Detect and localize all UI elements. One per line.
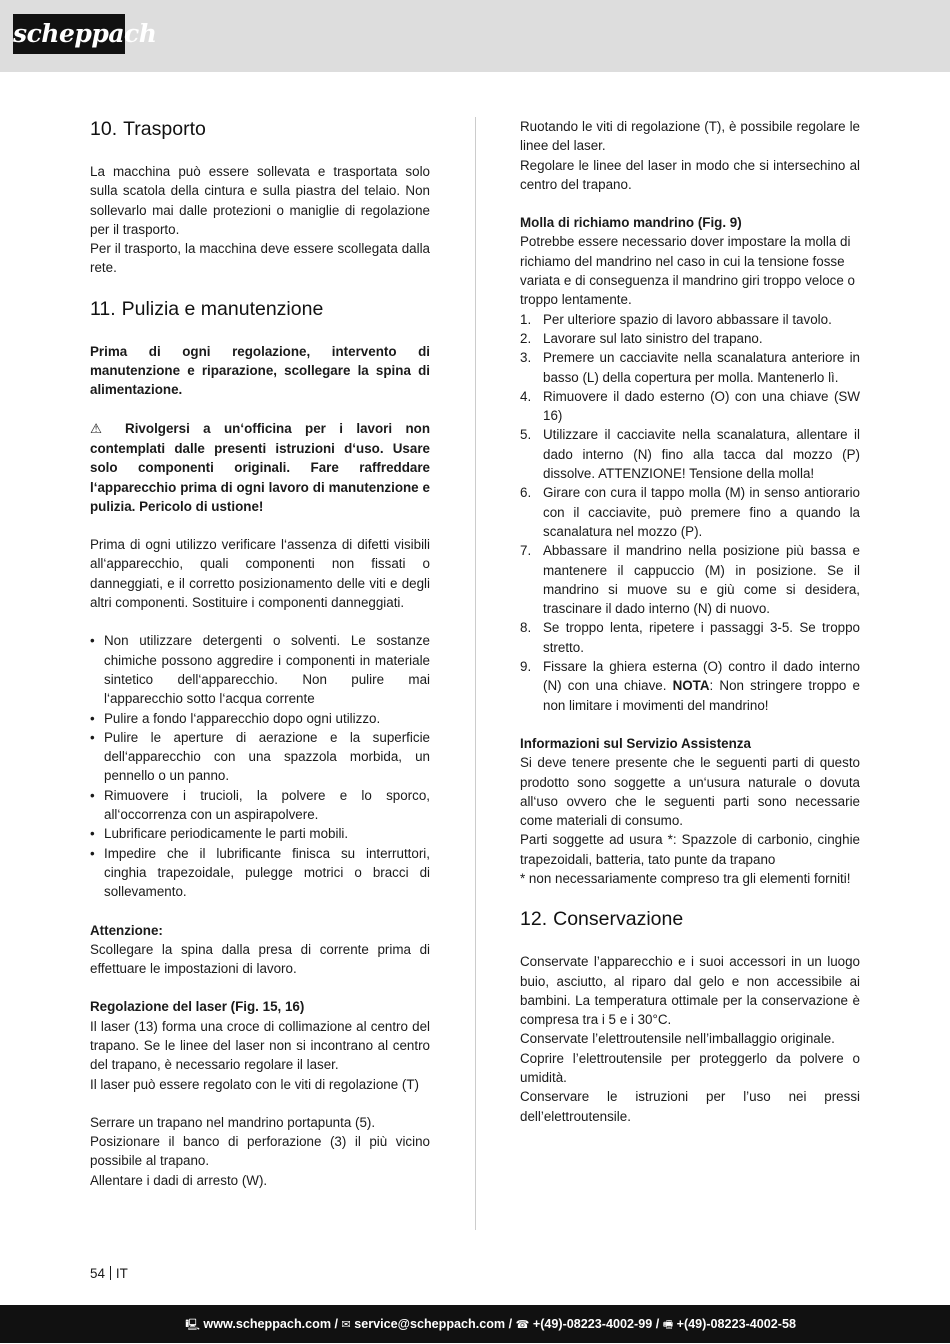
paragraph: La macchina può essere sollevata e trasportata solo sulla scatola della cintura e sulla piastra del telaio. Non sollevarlo mai dalle protezioni o maniglie di regolazione per il trasporto. bbox=[90, 164, 430, 237]
page-number-separator bbox=[110, 1266, 111, 1280]
step-number: 1. bbox=[520, 311, 532, 327]
list-item: • Non utilizzare detergenti o solventi. Le sostanze chimiche possono aggredire i componenti in materiale sintetico dell‘apparecchio. Non pulire mai l‘apparecchio sotto l‘acqua corrente bbox=[90, 631, 430, 708]
page-number bbox=[90, 1264, 128, 1283]
section-10-heading bbox=[90, 117, 430, 141]
list-item bbox=[520, 483, 860, 541]
list-item bbox=[520, 657, 860, 715]
phone-number: +(49)-08223-4002-99 / bbox=[529, 1317, 663, 1331]
step-text: Utilizzare il cacciavite nella scanalatura, allentare il dado interno (N) fino alla tacca dal mozzo (P) dissolve. ATTENZIONE! Tensione della molla! bbox=[543, 427, 860, 482]
note-label: NOTA bbox=[672, 678, 710, 694]
fax-number: +(49)-08223-4002-58 bbox=[673, 1317, 796, 1331]
email-link[interactable]: service@scheppach.com / bbox=[350, 1317, 516, 1331]
section-12-heading bbox=[520, 907, 860, 931]
list-item bbox=[520, 348, 860, 387]
list-item: • Pulire a fondo l‘apparecchio dopo ogni utilizzo. bbox=[90, 709, 430, 728]
left-column bbox=[90, 117, 430, 1190]
step-number: 4. bbox=[520, 388, 532, 404]
section-title: Pulizia e manutenzione bbox=[121, 297, 324, 320]
step-number: 7. bbox=[520, 543, 532, 559]
step-text: Per ulteriore spazio di lavoro abbassare il tavolo. bbox=[543, 311, 832, 327]
spring-steps-list bbox=[520, 310, 860, 715]
step-text: Girare con cura il tappo molla (M) in senso antiorario con il cacciavite, può premere fino a quando la scanalatura nel mozzo (P). bbox=[543, 485, 860, 539]
section-11-heading bbox=[90, 297, 430, 321]
list-item bbox=[520, 329, 860, 348]
service-heading: Informazioni sul Servizio Assistenza bbox=[520, 735, 751, 751]
paragraph: Coprire l’elettroutensile per proteggerlo da polvere o umidità. bbox=[520, 1050, 860, 1086]
list-item bbox=[520, 310, 860, 329]
step-text: Lavorare sul lato sinistro del trapano. bbox=[543, 330, 763, 346]
fax-icon: 🖷 bbox=[662, 1318, 674, 1331]
paragraph: Ruotando le viti di regolazione (T), è possibile regolare le linee del laser. bbox=[520, 119, 860, 154]
section-title: Conservazione bbox=[553, 908, 684, 931]
step-number: 6. bbox=[520, 485, 532, 501]
paragraph: Conservate l’apparecchio e i suoi accessori in un luogo buio, asciutto, al riparo dal gelo e non accessibile ai bambini. La temperatura ottimale per la conservazione è compresa tra i 5 e i 30°C. bbox=[520, 954, 860, 1028]
paragraph: Il laser può essere regolato con le viti di regolazione (T) bbox=[90, 1076, 419, 1092]
paragraph: Per il trasporto, la macchina deve essere scollegata dalla rete. bbox=[90, 241, 430, 276]
right-column bbox=[520, 117, 860, 1126]
step-number: 9. bbox=[520, 659, 532, 675]
list-item bbox=[520, 425, 860, 483]
step-number: 5. bbox=[520, 427, 532, 443]
paragraph: Parti soggette ad usura *: Spazzole di carbonio, cinghie trapezoidali, batteria, tato punte da trapano bbox=[520, 832, 860, 867]
step-text: Rimuovere il dado esterno (O) con una chiave (SW 16) bbox=[543, 388, 860, 424]
laser-heading: Regolazione del laser (Fig. 15, 16) bbox=[90, 999, 305, 1015]
paragraph: Posizionare il banco di perforazione (3) il più vicino possibile al trapano. bbox=[90, 1134, 430, 1169]
warning-icon: ⚠ bbox=[90, 421, 112, 437]
section-title: Trasporto bbox=[123, 118, 206, 140]
section-number: 10. bbox=[90, 118, 118, 140]
paragraph: Si deve tenere presente che le seguenti parti di questo prodotto sono soggette a un‘usura naturale o dovuta all‘uso ovvero che le seguenti parti sono necessarie come materiali di consumo. bbox=[520, 755, 860, 829]
page-number-value: 54 bbox=[90, 1266, 105, 1281]
step-number: 2. bbox=[520, 330, 532, 346]
paragraph: Conservare le istruzioni per l’uso nei pressi dell’elettroutensile. bbox=[520, 1089, 860, 1124]
step-number: 3. bbox=[520, 350, 532, 366]
paragraph: Potrebbe essere necessario dover impostare la molla di richiamo del mandrino nel caso in cui la tensione fosse variata e di conseguenza il mandrino giri troppo veloce o troppo lentamente. bbox=[520, 234, 855, 308]
paragraph: Prima di ogni utilizzo verificare l‘assenza di difetti visibili all‘apparecchio, quali componenti non fissati o danneggiati, e il corretto posizionamento delle viti e degli altri componenti. Sostituire i componenti danneggiati. bbox=[90, 537, 430, 611]
list-item: • Impedire che il lubrificante finisca su interruttori, cinghia trapezoidale, pulegge motrici o bracci di sollevamento. bbox=[90, 844, 430, 902]
language-code: IT bbox=[115, 1266, 128, 1281]
paragraph: Allentare i dadi di arresto (W). bbox=[90, 1172, 268, 1188]
contact-line bbox=[185, 1305, 796, 1344]
paragraph: * non necessariamente compreso tra gli elementi forniti! bbox=[520, 870, 851, 886]
section-number: 11. bbox=[90, 297, 116, 320]
website-link[interactable]: www.scheppach.com / bbox=[199, 1317, 342, 1331]
paragraph: Serrare un trapano nel mandrino portapunta (5). bbox=[90, 1114, 376, 1130]
list-item: • Pulire le aperture di aerazione e la superficie dell‘apparecchio con una spazzola morbida, un pennello o un panno. bbox=[90, 728, 430, 786]
step-text: Fissare la ghiera esterna (O) contro il dado interno (N) con una chiave. bbox=[543, 659, 860, 694]
page-header bbox=[0, 0, 950, 72]
warning-notice bbox=[90, 419, 430, 516]
step-text: Se troppo lenta, ripetere i passaggi 3-5. Se troppo stretto. bbox=[543, 620, 860, 655]
maintenance-list bbox=[90, 631, 430, 901]
list-item bbox=[520, 541, 860, 618]
computer-icon: 🖳 bbox=[185, 1318, 200, 1331]
step-number: 8. bbox=[520, 620, 532, 636]
phone-icon: ☎ bbox=[515, 1318, 530, 1331]
warning-text: Rivolgersi a un‘officina per i lavori non contemplati dalle presenti istruzioni d‘uso. Usare solo componenti originali. Fare raffreddare l‘apparecchio prima di ogni lavoro di manutenzione e pulizia. Pericolo di ustione! bbox=[90, 420, 430, 514]
paragraph: Regolare le linee del laser in modo che si intersechino al centro del trapano. bbox=[520, 157, 860, 192]
spring-heading: Molla di richiamo mandrino (Fig. 9) bbox=[520, 215, 742, 231]
column-divider bbox=[475, 117, 476, 1230]
section-number: 12. bbox=[520, 908, 548, 931]
paragraph: Conservate l’elettroutensile nell’imballaggio originale. bbox=[520, 1031, 835, 1047]
list-item: • Rimuovere i trucioli, la polvere e lo sporco, all‘occorrenza con un aspirapolvere. bbox=[90, 786, 430, 825]
attention-heading: Attenzione: bbox=[90, 922, 163, 938]
paragraph: Scollegare la spina dalla presa di corrente prima di effettuare le impostazioni di lavoro. bbox=[90, 941, 430, 977]
scheppach-logo: scheppach bbox=[13, 14, 125, 54]
safety-notice: Prima di ogni regolazione, intervento di manutenzione e riparazione, scollegare la spina di alimentazione. bbox=[90, 343, 430, 398]
step-text: Abbassare il mandrino nella posizione più bassa e mantenere il cappuccio (M) in posizione. Se il mandrino si muove su e giù come si desidera, trascinare il dado interno (N) di nuovo. bbox=[543, 543, 860, 617]
page-footer bbox=[0, 1305, 950, 1343]
step-text: : Non stringere troppo e non limitare i movimenti del mandrino! bbox=[543, 678, 860, 713]
paragraph: Il laser (13) forma una croce di collimazione al centro del trapano. Se le linee del laser non si incontrano al centro del trapano, è necessario regolare il laser. bbox=[90, 1018, 430, 1073]
list-item bbox=[520, 387, 860, 426]
mail-icon: ✉ bbox=[341, 1318, 351, 1331]
list-item bbox=[520, 618, 860, 657]
step-text: Premere un cacciavite nella scanalatura anteriore in basso (L) della copertura per molla. Mantenerlo lì. bbox=[543, 350, 860, 385]
list-item: • Lubrificare periodicamente le parti mobili. bbox=[90, 824, 430, 843]
